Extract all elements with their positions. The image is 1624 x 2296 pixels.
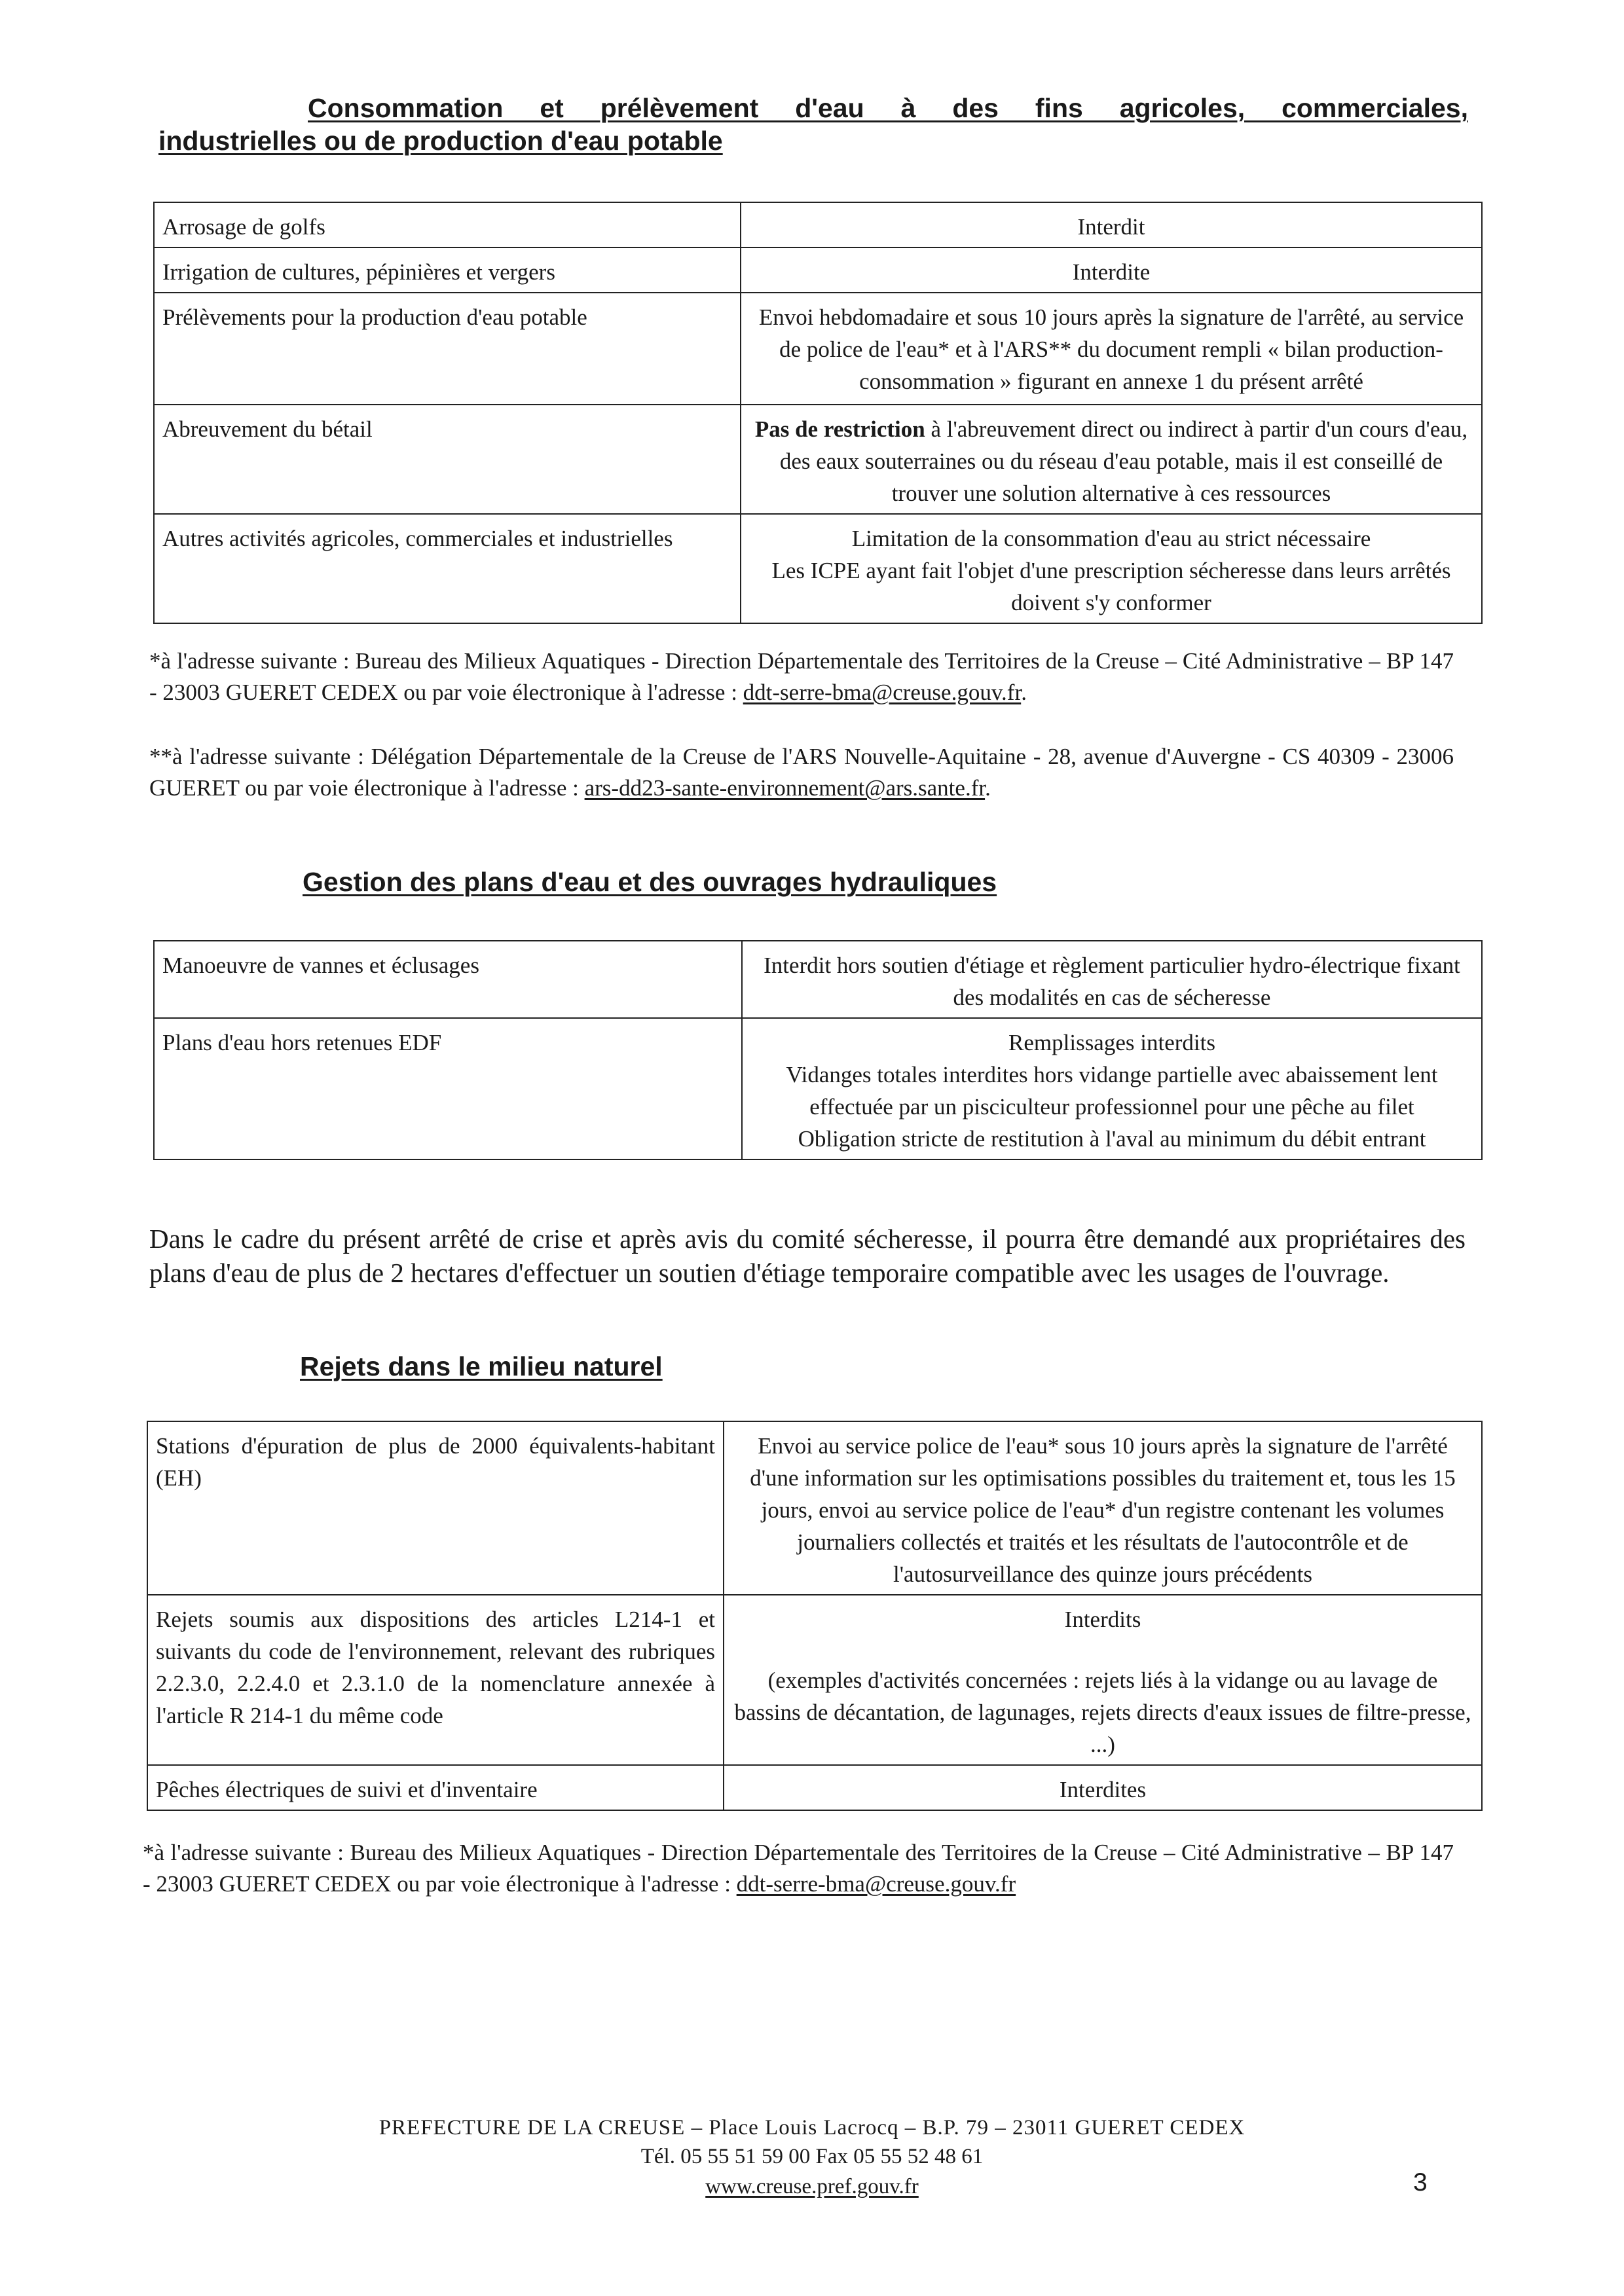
measure-line: Interdits [1064, 1607, 1141, 1632]
page-number: 3 [1413, 2168, 1428, 2196]
footer-website-line [0, 2172, 1624, 2201]
table-row [154, 1018, 1482, 1159]
measure-cell: Envoi hebdomadaire et sous 10 jours après la signature de l'arrêté, au service de police de l'eau* et à l'ARS** du document rempli « bilan production-consommation » figurant en annexe 1 du présent arrêté [741, 293, 1482, 405]
section-title-line2: industrielles ou de production d'eau potable [158, 126, 723, 156]
measure-cell: Envoi au service police de l'eau* sous 10 jours après la signature de l'arrêté d'une information sur les optimisations possibles du traitement et, tous les 15 jours, envoi au service police de l'eau* d'un registre contenant les volumes journaliers collectés et traités et les résultats de l'autocontrôle et de l'autosurveillance des quinze jours précédents [724, 1421, 1482, 1595]
measure-cell: Interdite [741, 247, 1482, 293]
section-title-plans-eau: Gestion des plans d'eau et des ouvrages hydrauliques [303, 867, 997, 897]
usage-cell: Autres activités agricoles, commerciales et industrielles [154, 514, 741, 623]
usage-cell: Prélèvements pour la production d'eau potable [154, 293, 741, 405]
table-row [147, 1421, 1482, 1595]
email-link[interactable]: ars-dd23-sante-environnement@ars.sante.fr [584, 775, 986, 801]
measure-bold-text: Pas de restriction [754, 416, 925, 442]
table-row [154, 405, 1482, 514]
footer-website-link[interactable]: www.creuse.pref.gouv.fr [705, 2175, 919, 2198]
measure-cell [742, 1018, 1482, 1159]
crisis-paragraph: Dans le cadre du présent arrêté de crise et après avis du comité sécheresse, il pourra être demandé aux propriétaires des plans d'eau de plus de 2 hectares d'effectuer un soutien d'étiage temporaire compatible avec les usages de l'ouvrage. [149, 1224, 1466, 1288]
table-row [147, 1765, 1482, 1810]
usage-cell: Stations d'épuration de plus de 2000 équivalents-habitant (EH) [147, 1421, 724, 1595]
usage-cell: Manoeuvre de vannes et éclusages [154, 941, 742, 1018]
table-row [154, 247, 1482, 293]
footnote-end: . [985, 775, 991, 801]
footer-address: PREFECTURE DE LA CREUSE – Place Louis Lacrocq – B.P. 79 – 23011 GUERET CEDEX [378, 2116, 1246, 2140]
measure-line: (exemples d'activités concernées : rejets liés à la vidange ou au lavage de bassins de décantation, de lagunages, rejets directs d'eaux issues de filtre-presse, ...) [734, 1667, 1471, 1757]
consommation-table [153, 202, 1483, 624]
measure-cell: Interdit [741, 202, 1482, 247]
footnote-police-eau-rejets [143, 1837, 1454, 1900]
footnote-text: *à l'adresse suivante : Bureau des Milieux Aquatiques - Direction Départementale des Territoires de la Creuse – Cité Administrative – BP 147 - 23003 GUERET CEDEX ou par voie électronique à l'adresse : [149, 648, 1454, 705]
measure-cell: Interdites [724, 1765, 1482, 1810]
measure-cell [741, 514, 1482, 623]
email-link[interactable]: ddt-serre-bma@creuse.gouv.fr [743, 680, 1022, 705]
measure-cell: Interdit hors soutien d'étiage et règlement particulier hydro-électrique fixant des modalités en cas de sécheresse [742, 941, 1482, 1018]
rejets-table [147, 1421, 1483, 1811]
table-row [154, 293, 1482, 405]
footnote-police-eau [149, 646, 1454, 708]
usage-cell: Pêches électriques de suivi et d'inventaire [147, 1765, 724, 1810]
measure-line: Limitation de la consommation d'eau au strict nécessaire [851, 526, 1371, 551]
table-row [147, 1595, 1482, 1765]
section-title-consommation [158, 92, 1468, 157]
measure-line: Vidanges totales interdites hors vidange partielle avec abaissement lent effectuée par un pisciculteur professionnel pour une pêche au filet [786, 1062, 1438, 1120]
table-row [154, 514, 1482, 623]
measure-text: à l'abreuvement direct ou indirect à partir d'un cours d'eau, des eaux souterraines ou du réseau d'eau potable, mais il est conseillé de trouver une solution alternative à ces ressources [779, 416, 1468, 506]
email-link[interactable]: ddt-serre-bma@creuse.gouv.fr [736, 1871, 1016, 1897]
footnote-text: *à l'adresse suivante : Bureau des Milieux Aquatiques - Direction Départementale des Territoires de la Creuse – Cité Administrative – BP 147 - 23003 GUERET CEDEX ou par voie électronique à l'adresse : [143, 1840, 1454, 1897]
usage-cell: Plans d'eau hors retenues EDF [154, 1018, 742, 1159]
usage-cell: Irrigation de cultures, pépinières et vergers [154, 247, 741, 293]
measure-cell [724, 1595, 1482, 1765]
section-title-rejets: Rejets dans le milieu naturel [300, 1351, 663, 1381]
footnote-text: **à l'adresse suivante : Délégation Départementale de la Creuse de l'ARS Nouvelle-Aquitaine - 28, avenue d'Auvergne - CS 40309 - 23006 GUERET ou par voie électronique à l'adresse : [149, 744, 1454, 801]
footnote-end: . [1021, 680, 1027, 705]
usage-cell: Rejets soumis aux dispositions des articles L214-1 et suivants du code de l'environnement, relevant des rubriques 2.2.3.0, 2.2.4.0 et 2.3.1.0 de la nomenclature annexée à l'article R 214-1 du même code [147, 1595, 724, 1765]
section-title-line1: Consommation et prélèvement d'eau à des fins agricoles, commerciales, [308, 93, 1468, 123]
plans-eau-table [153, 940, 1483, 1160]
usage-cell: Arrosage de golfs [154, 202, 741, 247]
table-row [154, 202, 1482, 247]
table-row [154, 941, 1482, 1018]
footnote-ars [149, 741, 1454, 804]
measure-line: Obligation stricte de restitution à l'aval au minimum du débit entrant [798, 1126, 1426, 1152]
measure-line: Les ICPE ayant fait l'objet d'une prescription sécheresse dans leurs arrêtés doivent s'y conformer [771, 558, 1451, 615]
footer-phone: Tél. 05 55 51 59 00 Fax 05 55 52 48 61 [640, 2145, 984, 2168]
measure-cell [741, 405, 1482, 514]
measure-line: Remplissages interdits [1008, 1030, 1215, 1055]
usage-cell: Abreuvement du bétail [154, 405, 741, 514]
